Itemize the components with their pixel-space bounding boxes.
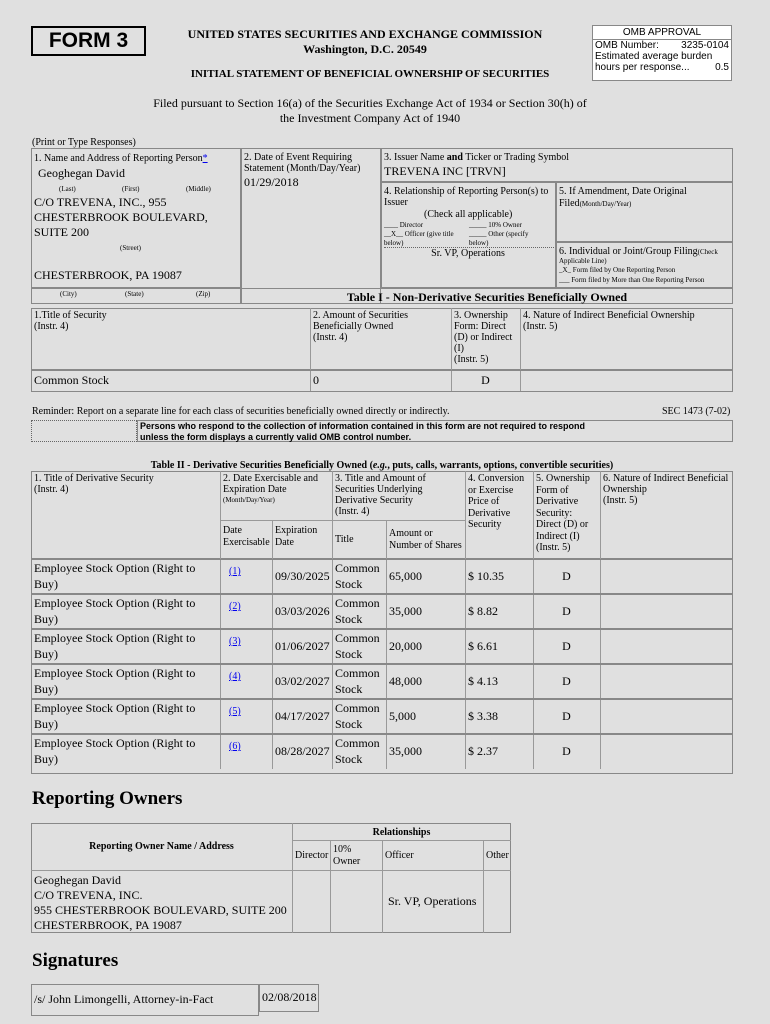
ten-percent-checkbox: _____ 10% Owner bbox=[469, 221, 522, 229]
date-exercisable-footnote-link[interactable]: (3) bbox=[229, 636, 241, 647]
box3-label bbox=[384, 152, 569, 163]
box6-label-text: 6. Individual or Joint/Group Filing bbox=[559, 246, 698, 257]
box1-label bbox=[34, 153, 208, 164]
owner-addr3: CHESTERBROOK, PA 19087 bbox=[34, 918, 182, 932]
other-checkbox: _____ Other (specify bbox=[469, 230, 529, 238]
t1-col3-header bbox=[454, 310, 512, 365]
underlying-title-l2: Stock bbox=[335, 717, 363, 731]
expiration-date: 08/28/2027 bbox=[275, 744, 330, 758]
underlying-title-l2: Stock bbox=[335, 647, 363, 661]
table2-title-pre: Table II - Derivative Securities Beneficially Owned ( bbox=[150, 460, 373, 471]
t2-col1-l1: 1. Title of Derivative Security bbox=[34, 473, 154, 484]
t2-col4-l1: 4. Conversion bbox=[468, 473, 525, 484]
persons-notice-line1: Persons who respond to the collection of information contained in this form are not required to respond bbox=[140, 421, 586, 431]
t1-col2-l3: (Instr. 4) bbox=[313, 332, 348, 343]
ten-pct-l1: 10% bbox=[333, 844, 352, 855]
owners-header-line bbox=[31, 870, 511, 871]
underlying-title-l1: Common bbox=[335, 561, 380, 575]
t2-col3b-l2: Number of Shares bbox=[389, 540, 462, 551]
underlying-title bbox=[335, 595, 380, 627]
expiration-date: 04/17/2027 bbox=[275, 709, 330, 723]
date-exercisable-footnote-link[interactable]: (1) bbox=[229, 566, 241, 577]
owner-officer-title: Sr. VP, Operations bbox=[388, 894, 477, 908]
t1-row-title: Common Stock bbox=[34, 373, 110, 387]
table1-title: Table I - Non-Derivative Securities Beneficially Owned bbox=[346, 290, 628, 304]
box6-check: (Check bbox=[697, 248, 718, 256]
t2-subhead-line bbox=[220, 520, 465, 521]
t2-col2b-header bbox=[275, 525, 317, 549]
event-date: 01/29/2018 bbox=[244, 175, 299, 189]
t1-col3-l5: (Instr. 5) bbox=[454, 354, 489, 365]
t2-col1-l2: (Instr. 4) bbox=[34, 484, 69, 495]
box5-label2-text: Filed bbox=[559, 198, 580, 209]
derivative-title-l2: Buy) bbox=[34, 752, 58, 766]
ownership-form: D bbox=[562, 569, 571, 583]
owners-rel-line bbox=[292, 840, 511, 841]
ownership-form: D bbox=[562, 709, 571, 723]
exercise-price: $ 2.37 bbox=[468, 744, 498, 758]
derivative-title bbox=[34, 665, 195, 697]
address-line2: CHESTERBROOK BOULEVARD, bbox=[34, 210, 208, 224]
t1-col4-header bbox=[523, 310, 695, 332]
first-label: (First) bbox=[122, 185, 140, 193]
owners-div3 bbox=[382, 840, 383, 933]
t2-col4-header bbox=[468, 473, 524, 531]
derivative-title-l1: Employee Stock Option (Right to bbox=[34, 736, 196, 750]
address-line1: C/O TREVENA, INC., 955 bbox=[34, 195, 167, 209]
underlying-amount: 65,000 bbox=[389, 569, 422, 583]
t1-col3-l3: (D) or Indirect bbox=[454, 332, 513, 343]
omb-title: OMB APPROVAL bbox=[593, 26, 731, 40]
underlying-title bbox=[335, 700, 380, 732]
city-state-zip: CHESTERBROOK, PA 19087 bbox=[34, 268, 182, 282]
t2-col5-header bbox=[536, 473, 590, 554]
owners-div4 bbox=[483, 840, 484, 933]
t2-col5-l2: Form of bbox=[536, 484, 569, 496]
expiration-date: 03/03/2026 bbox=[275, 604, 330, 618]
derivative-title-l2: Buy) bbox=[34, 682, 58, 696]
ownership-form: D bbox=[562, 639, 571, 653]
t1-row-amount: 0 bbox=[313, 373, 319, 387]
omb-number: 3235-0104 bbox=[681, 40, 729, 51]
underlying-amount: 35,000 bbox=[389, 744, 422, 758]
date-exercisable-footnote-link[interactable]: (2) bbox=[229, 601, 241, 612]
expiration-date: 09/30/2025 bbox=[275, 569, 330, 583]
t2-col2-l2: Expiration Date bbox=[223, 484, 287, 495]
underlying-title-l1: Common bbox=[335, 666, 380, 680]
derivative-title-l2: Buy) bbox=[34, 577, 58, 591]
relationships-header: Relationships bbox=[372, 827, 431, 838]
table2-title bbox=[31, 460, 733, 471]
table2-title-eg: e.g. bbox=[372, 460, 388, 471]
table2-title-post: , puts, calls, warrants, options, convertible securities) bbox=[387, 460, 614, 471]
t2-col5-l1: 5. Ownership bbox=[536, 473, 590, 484]
box6-label bbox=[559, 246, 718, 257]
underlying-amount: 35,000 bbox=[389, 604, 422, 618]
owner-address bbox=[34, 873, 287, 933]
omb-approval-box bbox=[592, 25, 732, 81]
derivative-title-l2: Buy) bbox=[34, 612, 58, 626]
expiration-date: 01/06/2027 bbox=[275, 639, 330, 653]
t2-col1-header bbox=[34, 473, 154, 495]
t2-col4-l3: Price of bbox=[468, 496, 500, 507]
ownership-form: D bbox=[562, 674, 571, 688]
form-title: INITIAL STATEMENT OF BENEFICIAL OWNERSHIP OF SECURITIES bbox=[190, 68, 550, 80]
reporting-owners-heading: Reporting Owners bbox=[32, 788, 183, 809]
t2-col3-l1: 3. Title and Amount of bbox=[335, 473, 426, 484]
t2-col5-l3: Derivative bbox=[536, 496, 579, 507]
omb-number-label: OMB Number: bbox=[595, 40, 659, 51]
address-line3: SUITE 200 bbox=[34, 225, 89, 239]
exercise-price: $ 10.35 bbox=[468, 569, 504, 583]
box5-label3: (Month/Day/Year) bbox=[579, 200, 632, 208]
t2-col2-header bbox=[223, 473, 318, 506]
t2-col6-l3: (Instr. 5) bbox=[603, 495, 638, 506]
date-exercisable-footnote-link[interactable]: (6) bbox=[229, 741, 241, 752]
date-exercisable-footnote-link[interactable]: (4) bbox=[229, 671, 241, 682]
t2-col4-l2: or Exercise bbox=[468, 484, 514, 496]
t1-col2-header bbox=[313, 310, 408, 343]
box4-check: (Check all applicable) bbox=[424, 209, 513, 220]
omb-hours: 0.5 bbox=[715, 62, 729, 73]
derivative-title-l1: Employee Stock Option (Right to bbox=[34, 631, 196, 645]
derivative-title bbox=[34, 735, 195, 767]
t2-col5-l6: Indirect (I) bbox=[536, 530, 580, 542]
city-label: (City) bbox=[60, 290, 77, 298]
t2-col2b-l1: Expiration bbox=[275, 525, 318, 536]
derivative-title bbox=[34, 560, 195, 592]
t2-col4-l5: Security bbox=[468, 519, 502, 530]
derivative-title bbox=[34, 630, 195, 662]
ten-pct-header bbox=[333, 844, 360, 868]
t2-col5-l7: (Instr. 5) bbox=[536, 542, 571, 553]
print-note: (Print or Type Responses) bbox=[32, 137, 136, 148]
derivative-title bbox=[34, 595, 195, 627]
omb-number-row bbox=[593, 40, 731, 51]
form-label: FORM 3 bbox=[48, 29, 129, 52]
underlying-title-l1: Common bbox=[335, 736, 380, 750]
derivative-title bbox=[34, 700, 195, 732]
date-exercisable-footnote-link[interactable]: (5) bbox=[229, 706, 241, 717]
underlying-title bbox=[335, 665, 380, 697]
t1-col2-l2: Beneficially Owned bbox=[313, 321, 394, 332]
t1-col1-l1: 1.Title of Security bbox=[34, 310, 107, 321]
underlying-amount: 48,000 bbox=[389, 674, 422, 688]
t2-col5-l4: Security: bbox=[536, 507, 573, 519]
other-header: Other bbox=[486, 850, 509, 861]
persons-notice-box bbox=[137, 420, 733, 442]
director-header: Director bbox=[295, 850, 329, 861]
sec-number: SEC 1473 (7-02) bbox=[662, 406, 731, 417]
officer-checkbox: __X__ Officer (give title bbox=[384, 230, 454, 238]
t1-col4-l2: (Instr. 5) bbox=[523, 321, 558, 332]
underlying-title-l1: Common bbox=[335, 631, 380, 645]
t2-col6-l1: 6. Nature of Indirect Beneficial bbox=[603, 473, 729, 484]
exercise-price: $ 3.38 bbox=[468, 709, 498, 723]
t1-col1-header bbox=[34, 310, 107, 332]
form-label-box bbox=[31, 26, 146, 56]
below-label1: below) bbox=[384, 239, 404, 247]
omb-burden-label: Estimated average burden bbox=[595, 51, 713, 62]
t1-col2-l1: 2. Amount of Securities bbox=[313, 310, 408, 321]
ownership-form: D bbox=[562, 744, 571, 758]
owner-addr1: C/O TREVENA, INC. bbox=[34, 888, 143, 902]
below-label2: below) bbox=[469, 239, 489, 247]
expiration-date: 03/02/2027 bbox=[275, 674, 330, 688]
street-label: (Street) bbox=[120, 244, 141, 252]
box6-applicable: Applicable Line) bbox=[559, 257, 607, 265]
last-label: (Last) bbox=[59, 185, 76, 193]
t2-col3-header bbox=[335, 473, 426, 517]
agency-location: Washington, D.C. 20549 bbox=[303, 42, 427, 56]
filed-pursuant-line2: the Investment Company Act of 1940 bbox=[279, 111, 461, 125]
derivative-title-l2: Buy) bbox=[34, 717, 58, 731]
director-checkbox: ____ Director bbox=[384, 221, 424, 229]
t2-col4-l4: Derivative bbox=[468, 507, 511, 519]
derivative-title-l1: Employee Stock Option (Right to bbox=[34, 561, 196, 575]
box4-label1: 4. Relationship of Reporting Person(s) to bbox=[384, 186, 549, 197]
t2-col5-l5: Direct (D) or bbox=[536, 519, 589, 530]
box3-label-post: Ticker or Trading Symbol bbox=[462, 152, 570, 163]
underlying-title bbox=[335, 735, 380, 767]
t2-col2-l1: 2. Date Exercisable and bbox=[223, 473, 318, 484]
underlying-title-l1: Common bbox=[335, 701, 380, 715]
box2-label2: Statement (Month/Day/Year) bbox=[244, 163, 361, 174]
t1-col3-l4: (I) bbox=[454, 343, 464, 354]
persons-notice-line2: unless the form displays a currently valid OMB control number. bbox=[140, 432, 412, 442]
underlying-title-l2: Stock bbox=[335, 752, 363, 766]
box3-label-pre: 3. Issuer Name bbox=[384, 152, 447, 163]
t1-col1-l2: (Instr. 4) bbox=[34, 321, 69, 332]
more-persons-checkbox: ___ Form filed by More than One Reporting Person bbox=[559, 276, 705, 284]
middle-label: (Middle) bbox=[186, 185, 211, 193]
underlying-title-l2: Stock bbox=[335, 612, 363, 626]
issuer-name: TREVENA INC [TRVN] bbox=[384, 164, 506, 178]
ownership-form: D bbox=[562, 604, 571, 618]
t2-col2-sub: (Month/Day/Year) bbox=[223, 496, 275, 504]
omb-hours-row bbox=[593, 62, 731, 73]
derivative-title-l2: Buy) bbox=[34, 647, 58, 661]
owner-name-header: Reporting Owner Name / Address bbox=[89, 841, 234, 852]
zip-label: (Zip) bbox=[196, 290, 211, 298]
derivative-title-l1: Employee Stock Option (Right to bbox=[34, 701, 196, 715]
derivative-title-l1: Employee Stock Option (Right to bbox=[34, 596, 196, 610]
box3-label-and: and bbox=[446, 152, 463, 163]
t2-col3-l4: (Instr. 4) bbox=[335, 506, 370, 517]
box4-label2: Issuer bbox=[384, 197, 408, 208]
reporting-person-footnote-link[interactable]: * bbox=[202, 153, 208, 164]
t1-row-form: D bbox=[481, 373, 490, 387]
signature-date: 02/08/2018 bbox=[262, 990, 317, 1004]
t1-col3-l1: 3. Ownership bbox=[454, 310, 508, 321]
t2-col6-header bbox=[603, 473, 728, 506]
derivative-title-l1: Employee Stock Option (Right to bbox=[34, 666, 196, 680]
signer-name: /s/ John Limongelli, Attorney-in-Fact bbox=[34, 992, 214, 1006]
t2-col2a-l1: Date bbox=[223, 525, 242, 536]
box2-label1: 2. Date of Event Requiring bbox=[244, 152, 353, 163]
one-person-checkbox: _X_ Form filed by One Reporting Person bbox=[559, 266, 676, 274]
box5-label1: 5. If Amendment, Date Original bbox=[559, 186, 687, 197]
reporting-person-name: Geoghegan David bbox=[38, 166, 125, 180]
owner-addr2: 955 CHESTERBROOK BOULEVARD, SUITE 200 bbox=[34, 903, 287, 917]
persons-notice-left bbox=[31, 420, 137, 442]
t2-col2b-l2: Date bbox=[275, 537, 294, 548]
officer-title: Sr. VP, Operations bbox=[431, 248, 505, 259]
reminder-text: Reminder: Report on a separate line for each class of securities beneficially owned directly or indirectly. bbox=[32, 406, 450, 417]
agency-name: UNITED STATES SECURITIES AND EXCHANGE COMMISSION bbox=[187, 27, 543, 41]
underlying-title bbox=[335, 560, 380, 592]
exercise-price: $ 8.82 bbox=[468, 604, 498, 618]
owners-div2 bbox=[330, 840, 331, 933]
officer-header: Officer bbox=[385, 850, 414, 861]
box5-label2 bbox=[559, 198, 631, 209]
t2-col3a-header: Title bbox=[335, 534, 354, 545]
t2-col2a-header bbox=[223, 525, 270, 549]
t2-col3-l2: Securities Underlying bbox=[335, 484, 423, 495]
t2-col3b-l1: Amount or bbox=[389, 528, 433, 539]
t2-col3b-header bbox=[389, 528, 462, 552]
signatures-heading: Signatures bbox=[32, 950, 119, 971]
exercise-price: $ 4.13 bbox=[468, 674, 498, 688]
t2-col6-l2: Ownership bbox=[603, 484, 647, 495]
underlying-title-l2: Stock bbox=[335, 577, 363, 591]
state-label: (State) bbox=[125, 290, 144, 298]
underlying-amount: 5,000 bbox=[389, 709, 416, 723]
underlying-title-l2: Stock bbox=[335, 682, 363, 696]
ten-pct-l2: Owner bbox=[333, 856, 361, 867]
underlying-title-l1: Common bbox=[335, 596, 380, 610]
exercise-price: $ 6.61 bbox=[468, 639, 498, 653]
owner-name: Geoghegan David bbox=[34, 873, 121, 887]
box1-label-text: 1. Name and Address of Reporting Person bbox=[34, 153, 203, 164]
t2-col3-l3: Derivative Security bbox=[335, 495, 414, 506]
t1-col4-l1: 4. Nature of Indirect Beneficial Ownership bbox=[523, 310, 695, 321]
table1-data-row bbox=[31, 370, 733, 392]
omb-hours-label: hours per response... bbox=[595, 62, 690, 73]
underlying-title bbox=[335, 630, 380, 662]
filed-pursuant-line1: Filed pursuant to Section 16(a) of the Securities Exchange Act of 1934 or Section 30(h) of bbox=[153, 96, 587, 110]
t2-col2a-l2: Exercisable bbox=[223, 537, 270, 548]
underlying-amount: 20,000 bbox=[389, 639, 422, 653]
t1-col3-l2: Form: Direct bbox=[454, 321, 506, 332]
